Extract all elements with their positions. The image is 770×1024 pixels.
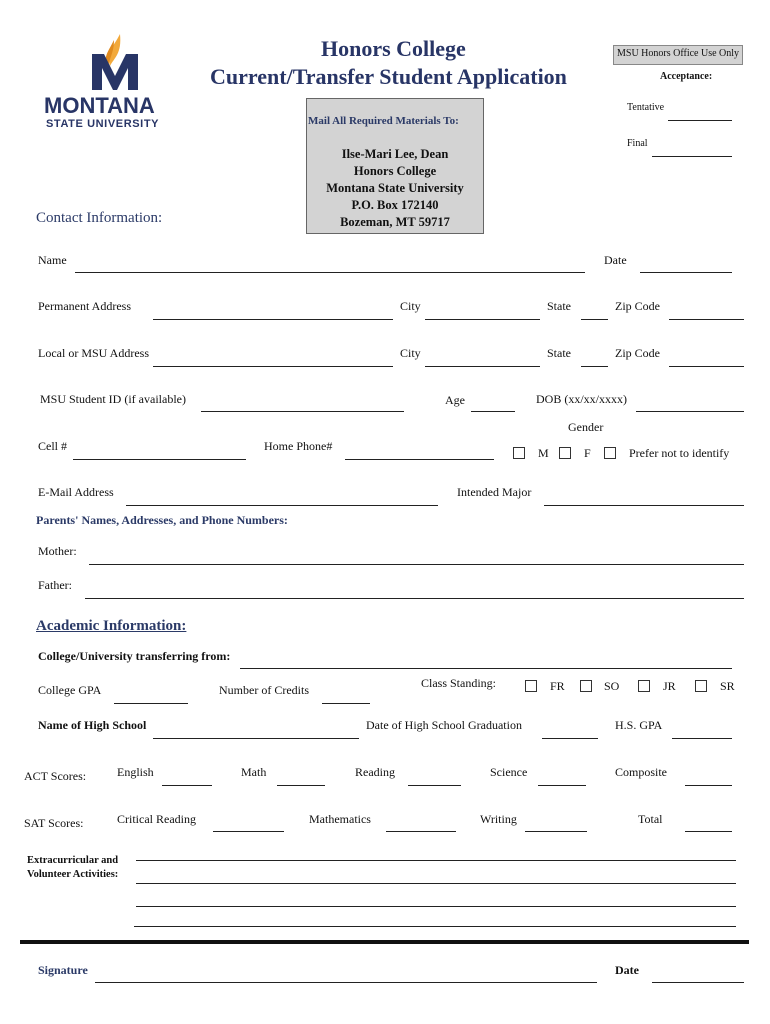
hs-grad-date-label: Date of High School Graduation — [366, 718, 522, 732]
class-sr-checkbox[interactable] — [695, 680, 707, 692]
mail-line: Ilse-Mari Lee, Dean — [341, 147, 449, 161]
class-jr-checkbox[interactable] — [638, 680, 650, 692]
mail-line: Honors College — [353, 164, 437, 178]
permanent-state-field[interactable] — [581, 319, 608, 320]
parents-heading: Parents' Names, Addresses, and Phone Numbers: — [36, 513, 288, 527]
cell-field[interactable] — [73, 459, 246, 460]
high-school-field[interactable] — [153, 738, 359, 739]
sat-mathematics-field[interactable] — [386, 831, 456, 832]
signature-field[interactable] — [95, 982, 597, 983]
office-use-label: MSU Honors Office Use Only — [617, 48, 740, 59]
local-city-field[interactable] — [425, 366, 540, 367]
dob-label: DOB (xx/xx/xxxx) — [536, 392, 627, 406]
father-field[interactable] — [85, 598, 744, 599]
gender-m-checkbox[interactable] — [513, 447, 525, 459]
sat-writing-label: Writing — [480, 812, 517, 826]
extracurricular-field-1[interactable] — [136, 860, 736, 861]
hs-gpa-field[interactable] — [672, 738, 732, 739]
city-label: City — [400, 346, 421, 360]
form-title: Honors College — [321, 36, 466, 61]
student-id-field[interactable] — [201, 411, 404, 412]
transfer-from-label: College/University transferring from: — [38, 649, 231, 663]
act-english-label: English — [117, 765, 154, 779]
date-field[interactable] — [640, 272, 732, 273]
zip-label: Zip Code — [615, 299, 660, 313]
major-label: Intended Major — [457, 485, 532, 499]
extracurricular-field-3[interactable] — [136, 906, 736, 907]
state-label: State — [547, 346, 571, 360]
extracurricular-label-1: Extracurricular and — [27, 855, 119, 866]
gender-other-label: Prefer not to identify — [629, 446, 730, 460]
age-label: Age — [445, 393, 465, 407]
cell-label: Cell # — [38, 439, 67, 453]
sat-writing-field[interactable] — [525, 831, 587, 832]
student-id-label: MSU Student ID (if available) — [40, 392, 186, 406]
logo-subtitle: STATE UNIVERSITY — [46, 118, 160, 130]
act-english-field[interactable] — [162, 785, 212, 786]
sat-total-label: Total — [638, 812, 663, 826]
email-label: E-Mail Address — [38, 485, 114, 499]
local-state-field[interactable] — [581, 366, 608, 367]
tentative-field[interactable] — [668, 120, 732, 121]
home-phone-label: Home Phone# — [264, 439, 333, 453]
footer-date-field[interactable] — [652, 982, 744, 983]
act-reading-field[interactable] — [408, 785, 461, 786]
permanent-address-label: Permanent Address — [38, 299, 131, 313]
zip-label: Zip Code — [615, 346, 660, 360]
credits-field[interactable] — [322, 703, 370, 704]
gender-label: Gender — [568, 420, 604, 434]
name-field[interactable] — [75, 272, 585, 273]
act-science-label: Science — [490, 765, 528, 779]
gender-f-label: F — [584, 446, 591, 460]
permanent-city-field[interactable] — [425, 319, 540, 320]
home-phone-field[interactable] — [345, 459, 494, 460]
gender-f-checkbox[interactable] — [559, 447, 571, 459]
extracurricular-field-4[interactable] — [134, 926, 736, 927]
sat-mathematics-label: Mathematics — [309, 812, 371, 826]
mail-line: Montana State University — [326, 181, 464, 195]
form-subtitle: Current/Transfer Student Application — [210, 64, 567, 89]
mail-heading: Mail All Required Materials To: — [308, 115, 459, 127]
major-field[interactable] — [544, 505, 744, 506]
act-composite-field[interactable] — [685, 785, 732, 786]
acceptance-label: Acceptance: — [660, 71, 713, 82]
mail-line: P.O. Box 172140 — [351, 198, 439, 212]
class-sr-label: SR — [720, 679, 735, 693]
sat-critical-reading-label: Critical Reading — [117, 812, 196, 826]
logo-name: MONTANA — [44, 93, 155, 118]
extracurricular-field-2[interactable] — [136, 883, 736, 884]
credits-label: Number of Credits — [219, 683, 309, 697]
local-address-label: Local or MSU Address — [38, 346, 149, 360]
local-address-field[interactable] — [153, 366, 393, 367]
gender-m-label: M — [538, 446, 549, 460]
class-fr-checkbox[interactable] — [525, 680, 537, 692]
name-label: Name — [38, 253, 67, 267]
sat-total-field[interactable] — [685, 831, 732, 832]
section-divider — [20, 940, 749, 944]
sat-critical-reading-field[interactable] — [213, 831, 284, 832]
hs-gpa-label: H.S. GPA — [615, 718, 663, 732]
mail-line: Bozeman, MT 59717 — [340, 215, 450, 229]
permanent-zip-field[interactable] — [669, 319, 744, 320]
email-field[interactable] — [126, 505, 438, 506]
signature-label: Signature — [38, 963, 88, 977]
state-label: State — [547, 299, 571, 313]
class-so-checkbox[interactable] — [580, 680, 592, 692]
msu-logo — [44, 32, 184, 132]
college-gpa-label: College GPA — [38, 683, 102, 697]
act-science-field[interactable] — [538, 785, 586, 786]
class-so-label: SO — [604, 679, 620, 693]
gender-other-checkbox[interactable] — [604, 447, 616, 459]
class-jr-label: JR — [663, 679, 676, 693]
permanent-address-field[interactable] — [153, 319, 393, 320]
sat-scores-label: SAT Scores: — [24, 816, 84, 830]
footer-date-label: Date — [615, 963, 639, 977]
tentative-label: Tentative — [627, 102, 665, 113]
class-fr-label: FR — [550, 679, 565, 693]
mother-label: Mother: — [38, 544, 77, 558]
academic-heading: Academic Information: — [36, 618, 187, 634]
dob-field[interactable] — [636, 411, 744, 412]
city-label: City — [400, 299, 421, 313]
act-scores-label: ACT Scores: — [24, 769, 87, 783]
act-math-label: Math — [241, 765, 267, 779]
contact-heading: Contact Information: — [36, 210, 163, 226]
final-field[interactable] — [652, 156, 732, 157]
high-school-label: Name of High School — [38, 718, 147, 732]
father-label: Father: — [38, 578, 72, 592]
act-reading-label: Reading — [355, 765, 395, 779]
mother-field[interactable] — [89, 564, 744, 565]
hs-grad-date-field[interactable] — [542, 738, 598, 739]
local-zip-field[interactable] — [669, 366, 744, 367]
date-label: Date — [604, 253, 627, 267]
age-field[interactable] — [471, 411, 515, 412]
college-gpa-field[interactable] — [114, 703, 188, 704]
final-label: Final — [627, 138, 648, 149]
msu-logo-mark — [44, 32, 184, 94]
transfer-from-field[interactable] — [240, 668, 732, 669]
class-standing-label: Class Standing: — [421, 676, 497, 690]
extracurricular-label-2: Volunteer Activities: — [27, 869, 119, 880]
mail-address — [306, 146, 484, 231]
act-composite-label: Composite — [615, 765, 668, 779]
act-math-field[interactable] — [277, 785, 325, 786]
